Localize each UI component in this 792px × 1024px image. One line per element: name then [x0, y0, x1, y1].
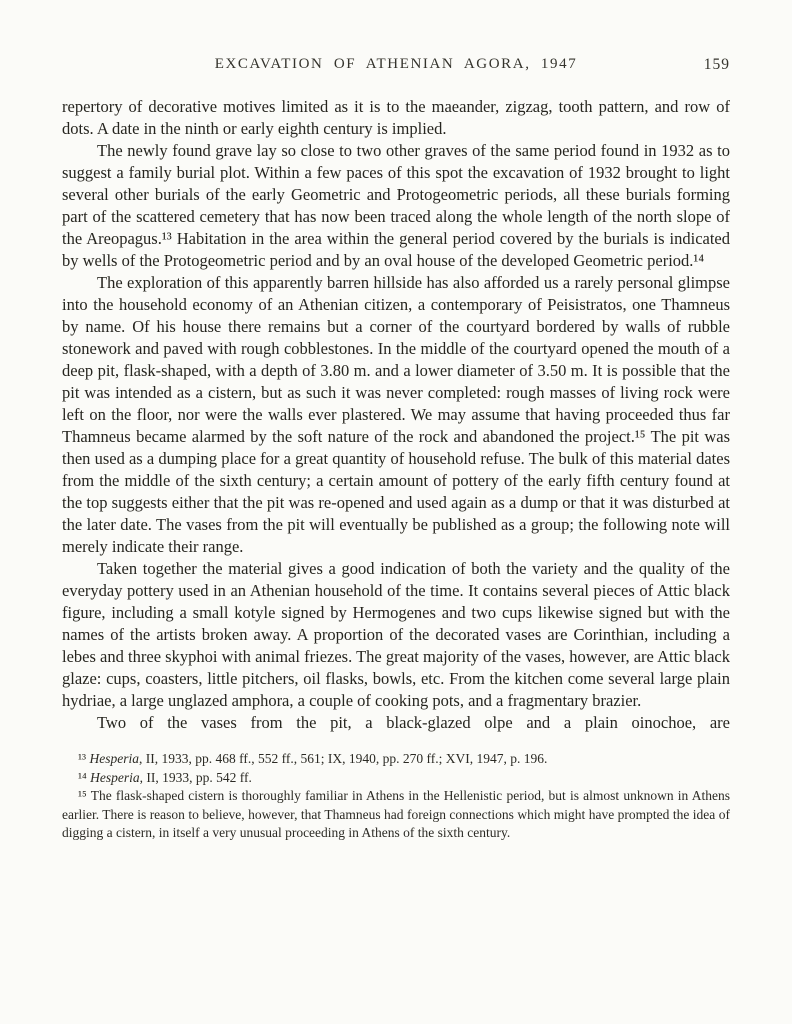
footnote-marker: ¹⁴ [78, 769, 91, 785]
footnote-text: , II, 1933, pp. 542 ff. [139, 769, 252, 785]
footnote [62, 769, 730, 788]
article-body [62, 96, 730, 734]
footnote [62, 750, 730, 769]
footnote-journal-title: Hesperia [90, 769, 140, 785]
body-paragraph: Two of the vases from the pit, a black-glazed olpe and a plain oinochoe, are [97, 713, 730, 732]
footnote-text: , II, 1933, pp. 468 ff., 552 ff., 561; IX, 1940, pp. 270 ff.; XVI, 1947, p. 196. [138, 751, 548, 766]
body-paragraph: repertory of decorative motives limited as it is to the maeander, zigzag, tooth pattern, and row of dots. A date in the ninth or early eighth century is implied. [62, 97, 730, 138]
footnote-journal-title: Hesperia [89, 751, 139, 766]
body-paragraph: The newly found grave lay so close to two other graves of the same period found in 1932 as to suggest a family burial plot. Within a few paces of this spot the excavation of 1932 brought to light several other burials of the early Geometric and Protogeometric periods, all these burials forming part of the scattered cemetery that has now been traced along the whole length of the north slope of the Areopagus.¹³ Habitation in the area within the general period covered by the burials is indicated by wells of the Protogeometric period and by an oval house of the developed Geometric period.¹⁴ [62, 141, 730, 270]
footnotes-section [62, 750, 730, 843]
running-head [62, 56, 730, 78]
body-paragraph: Taken together the material gives a good indication of both the variety and the quality of the everyday pottery used in an Athenian household of the time. It contains several pieces of Attic black figure, including a small kotyle signed by Hermogenes and two cups likewise signed but with the names of the artists broken away. A proportion of the decorated vases are Corinthian, including a lebes and three skyphoi with animal friezes. The great majority of the vases, however, are Attic black glaze: cups, coasters, little pitchers, oil flasks, bowls, etc. From the kitchen come several large plain hydriae, a large unglazed amphora, a couple of cooking pots, and a fragmentary brazier. [62, 559, 730, 710]
footnote-text: The flask-shaped cistern is thoroughly familiar in Athens in the Hellenistic period, but is almost unknown in Athens earlier. There is reason to believe, however, that Thamneus had foreign connections which might have prompted the idea of digging a cistern, in itself a very unusual proceeding in Athens of the sixth century. [62, 788, 730, 840]
page-title: EXCAVATION OF ATHENIAN AGORA, 1947 [214, 56, 578, 72]
footnote-marker: ¹⁵ [78, 788, 91, 803]
footnote [62, 787, 730, 843]
page-number: 159 [703, 56, 730, 73]
footnote-marker: ¹³ [78, 751, 90, 766]
body-paragraph: The exploration of this apparently barren hillside has also afforded us a rarely personal glimpse into the household economy of an Athenian citizen, a contemporary of Peisistratos, one Thamneus by name. Of his house there remains but a corner of the courtyard bordered by walls of rubble stonework and paved with rough cobblestones. In the middle of the courtyard opened the mouth of a deep pit, flask-shaped, with a depth of 3.80 m. and a lower diameter of 3.50 m. It is possible that the pit was intended as a cistern, but as such it was never completed: rough masses of living rock were left on the floor, nor were the walls ever plastered. We may assume that having proceeded thus far Thamneus became alarmed by the soft nature of the rock and abandoned the project.¹⁵ The pit was then used as a dumping place for a great quantity of household refuse. The bulk of this material dates from the middle of the sixth century; a certain amount of pottery of the early fifth century found at the top suggests either that the pit was re-opened and used again as a dump or that it was disturbed at the later date. The vases from the pit will eventually be published as a group; the following note will merely indicate their range. [62, 273, 730, 556]
